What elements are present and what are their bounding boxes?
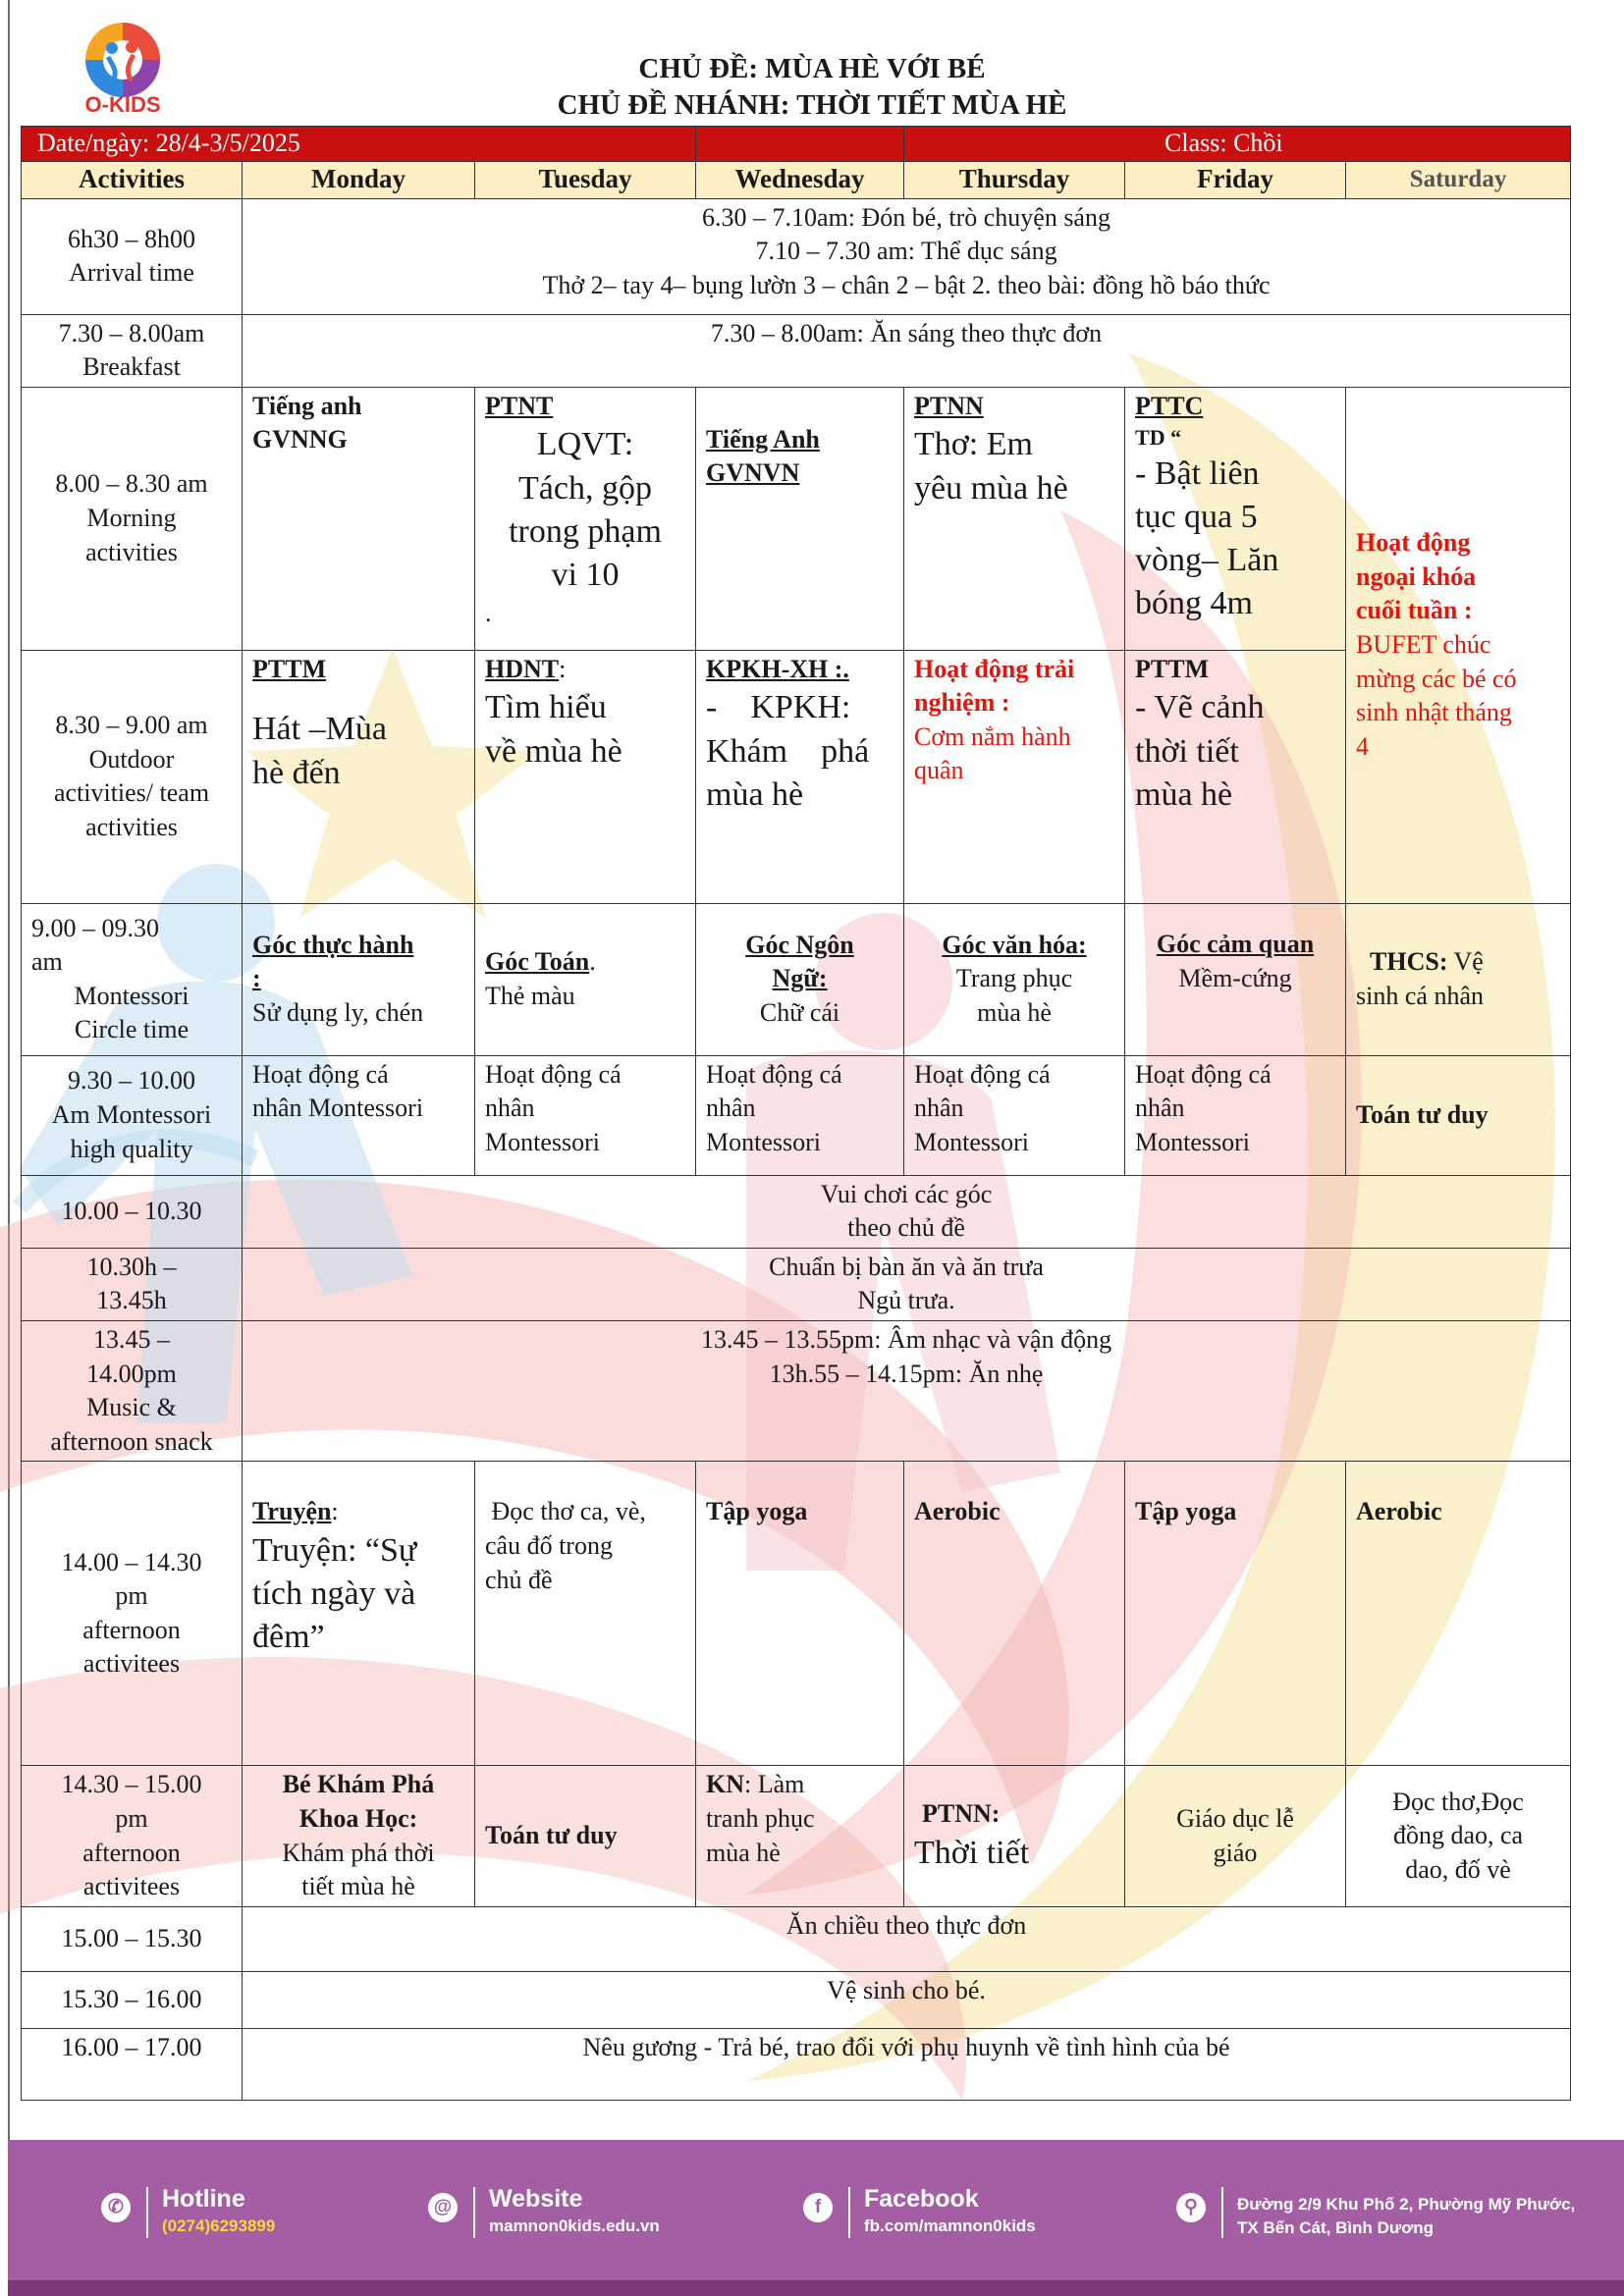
afternoon2-friday xyxy=(1125,1766,1346,1906)
phone-icon: ✆ xyxy=(101,2193,131,2222)
activity-head: Góc văn hóa: xyxy=(942,930,1087,959)
body-line: mùa hè xyxy=(977,998,1052,1028)
time-line: Am Montessori xyxy=(51,1099,212,1129)
time-line: Circle time xyxy=(74,1015,189,1044)
body-line: . xyxy=(485,599,492,628)
body-line: theo chủ đề xyxy=(847,1213,965,1243)
morning-monday xyxy=(243,387,475,650)
afternoon2-saturday xyxy=(1346,1766,1571,1906)
header-thursday: Thursday xyxy=(904,161,1125,198)
head-text: Truyện xyxy=(252,1497,332,1526)
body-line: mùa hè xyxy=(1135,775,1233,813)
activity-head: Tiếng Anh xyxy=(706,424,820,454)
facebook-link[interactable]: fb.com/mamnon0kids xyxy=(864,2216,1036,2235)
time-line: Montessori xyxy=(74,981,189,1010)
body-line: Sử dụng ly, chén xyxy=(252,998,424,1028)
time-afternoon-2 xyxy=(22,1766,243,1906)
activity-head: Bé Khám Phá xyxy=(282,1770,435,1799)
activity-head: PTTM xyxy=(252,654,327,683)
date-class-bar xyxy=(22,127,1571,162)
body-line: yêu mùa hè xyxy=(914,469,1068,507)
arrival-line: 6.30 – 7.10am: Đón bé, trò chuyện sáng xyxy=(702,202,1110,232)
page-title-subtheme: CHỦ ĐỀ NHÁNH: THỜI TIẾT MÙA HÈ xyxy=(557,89,1067,121)
outdoor-friday xyxy=(1125,650,1346,903)
afternoon1-thursday: Aerobic xyxy=(904,1462,1125,1766)
morning-tuesday xyxy=(475,387,696,650)
at-icon: @ xyxy=(428,2193,458,2222)
row-lunch xyxy=(22,1248,1571,1320)
body-line: Trang phục xyxy=(955,964,1073,993)
time-line: Arrival time xyxy=(69,258,194,288)
body-line: Hoạt động cá xyxy=(1135,1059,1272,1089)
body-line: Hát –Mùa xyxy=(252,711,387,748)
morning-friday xyxy=(1125,387,1346,650)
body-line: Thời tiết xyxy=(914,1834,1030,1871)
row-morning xyxy=(22,387,1571,650)
body-line: Montessori xyxy=(706,1127,822,1156)
time-line: activities/ team xyxy=(53,778,210,808)
logo-wordmark: O-KIDS xyxy=(84,92,161,117)
activity-subhead: TD “ xyxy=(1135,425,1182,451)
body-line: Montessori xyxy=(1135,1127,1251,1156)
body-line: Hoạt động cá xyxy=(252,1059,389,1089)
divider xyxy=(1221,2187,1223,2238)
time-afternoon-meal: 15.00 – 15.30 xyxy=(22,1906,243,1971)
circle-thursday xyxy=(904,903,1125,1055)
time-snack xyxy=(22,1321,243,1462)
body-line: Tách, gộp xyxy=(518,469,652,507)
spacer xyxy=(1135,995,1335,1031)
extra-line: cuối tuần : xyxy=(1356,596,1473,625)
extra-line: 4 xyxy=(1356,731,1370,761)
body-line: đồng dao, ca xyxy=(1392,1821,1524,1850)
body-line: hè đến xyxy=(252,754,341,791)
class-name: Class: Chồi xyxy=(904,127,1571,162)
body-line: tục qua 5 xyxy=(1135,498,1258,535)
extra-line: sinh nhật tháng xyxy=(1356,698,1512,727)
afternoon1-saturday: Aerobic xyxy=(1346,1462,1571,1766)
body-line: nhân Montessori xyxy=(252,1094,424,1123)
row-high-quality xyxy=(22,1055,1571,1175)
website-label: Website xyxy=(489,2185,583,2213)
time-lunch xyxy=(22,1248,243,1320)
activity-head: GVNVN xyxy=(706,458,800,488)
activity-head: Khoa Học: xyxy=(298,1803,418,1833)
facebook-icon: f xyxy=(803,2193,833,2222)
activity-head xyxy=(706,1768,893,1802)
time-line: activitees xyxy=(82,1872,181,1901)
weekly-schedule-table xyxy=(21,126,1571,2101)
address-line: TX Bến Cát, Bình Dương xyxy=(1237,2217,1435,2237)
time-line: 14.00pm xyxy=(86,1359,177,1388)
arrival-activities xyxy=(243,198,1571,314)
time-line: afternoon xyxy=(82,1838,181,1867)
extra-line: mừng các bé có xyxy=(1356,664,1517,693)
outdoor-tuesday xyxy=(475,650,696,903)
body-line: Khám phá thời xyxy=(282,1838,435,1867)
time-line: 9.30 – 10.00 xyxy=(68,1066,195,1095)
time-line: activitees xyxy=(82,1649,181,1679)
address-block xyxy=(1176,2185,1608,2244)
divider xyxy=(473,2187,475,2238)
body-line: mùa hè xyxy=(706,1838,781,1867)
body-line: nhân xyxy=(706,1094,756,1123)
head-text: KN xyxy=(706,1770,745,1799)
footer-bottom-stripe xyxy=(8,2280,1624,2296)
time-line: 9.00 – 09.30 xyxy=(31,913,159,942)
header-friday: Friday xyxy=(1125,161,1346,198)
body-line: Cơm nắm hành xyxy=(914,721,1071,751)
time-line: 8.00 – 8.30 am xyxy=(55,469,208,499)
body-line: câu đố trong xyxy=(485,1530,613,1560)
extra-line: ngoại khóa xyxy=(1356,561,1477,591)
website-link[interactable]: mamnon0kids.edu.vn xyxy=(489,2216,660,2235)
row-play-corners xyxy=(22,1175,1571,1248)
hygiene-activity: Vệ sinh cho bé. xyxy=(243,1971,1571,2028)
time-line: high quality xyxy=(70,1134,193,1163)
time-line: afternoon snack xyxy=(50,1426,213,1456)
pickup-activity: Nêu gương - Trả bé, trao đổi với phụ huynh về tình hình của bé xyxy=(243,2028,1571,2100)
row-arrival xyxy=(22,198,1571,314)
body-line: Vui chơi các góc xyxy=(820,1179,993,1208)
body-line: Mềm-cứng xyxy=(1178,963,1292,992)
activity-head: PTNN: xyxy=(922,1799,1001,1829)
time-line: pm xyxy=(115,1803,148,1833)
hotline-block xyxy=(101,2185,356,2244)
body-line: nhân xyxy=(914,1094,964,1123)
body-line: Ngủ trưa. xyxy=(857,1286,955,1315)
highq-tuesday xyxy=(475,1055,696,1175)
time-circle xyxy=(22,903,243,1055)
page-title-theme: CHỦ ĐỀ: MÙA HÈ VỚI BÉ xyxy=(638,53,986,84)
body-line: tiết mùa hè xyxy=(301,1872,415,1901)
date-range: Date/ngày: 28/4-3/5/2025 xyxy=(22,127,696,162)
activity-head: PTTM xyxy=(1135,654,1210,683)
body-line: dao, đố vè xyxy=(1405,1854,1511,1884)
activity-head: KPKH-XH :. xyxy=(706,654,849,683)
head-text: HDNT xyxy=(485,654,560,683)
time-line: 8.30 – 9.00 am xyxy=(55,711,208,740)
activity-head: : xyxy=(252,964,261,993)
morning-thursday xyxy=(904,387,1125,650)
body-line: bóng 4m xyxy=(1135,585,1253,622)
row-circle-time xyxy=(22,903,1571,1055)
activity-head xyxy=(1356,945,1560,980)
arrival-line: 7.10 – 7.30 am: Thể dục sáng xyxy=(755,237,1057,266)
activity-head: GVNNG xyxy=(252,425,348,454)
head-text: THCS: xyxy=(1370,947,1448,977)
time-afternoon-1 xyxy=(22,1462,243,1766)
time-breakfast xyxy=(22,314,243,387)
body-line: tích ngày và xyxy=(252,1575,416,1613)
extra-line: BUFET chúc xyxy=(1356,629,1491,659)
row-afternoon-meal xyxy=(22,1906,1571,1971)
row-afternoon-1 xyxy=(22,1462,1571,1766)
time-line: am xyxy=(31,947,63,977)
time-line: Outdoor xyxy=(88,744,175,774)
circle-monday xyxy=(243,903,475,1055)
body-line: tranh phục xyxy=(706,1803,815,1833)
body-line: quân xyxy=(914,756,964,785)
time-high-quality xyxy=(22,1055,243,1175)
contact-footer xyxy=(8,2140,1624,2280)
afternoon-meal-activity: Ăn chiều theo thực đơn xyxy=(243,1906,1571,1971)
circle-wednesday xyxy=(696,903,904,1055)
time-line: Music & xyxy=(86,1393,177,1422)
time-morning xyxy=(22,387,243,650)
body-line: giáo xyxy=(1213,1838,1258,1867)
facebook-block xyxy=(803,2185,1098,2244)
circle-tuesday xyxy=(475,903,696,1055)
highq-thursday xyxy=(904,1055,1125,1175)
body-line: Đọc thơ ca, vè, xyxy=(485,1497,646,1526)
circle-friday xyxy=(1125,903,1346,1055)
body-line: - Bật liên xyxy=(1135,454,1260,492)
body-line: đêm” xyxy=(252,1619,325,1656)
website-block xyxy=(428,2185,723,2244)
head-dot: . xyxy=(589,947,596,977)
row-pickup xyxy=(22,2028,1571,2100)
body-line: nhân xyxy=(1135,1094,1185,1123)
activity-head: PTNT xyxy=(485,391,554,420)
body-line: Thẻ màu xyxy=(485,981,575,1010)
row-outdoor xyxy=(22,650,1571,903)
body-line: chủ đề xyxy=(485,1565,553,1594)
facebook-label: Facebook xyxy=(864,2185,979,2213)
body-line: - KPKH: xyxy=(706,689,851,726)
time-line: activities xyxy=(85,537,178,566)
activity-head: Góc cảm quan xyxy=(1156,930,1315,959)
time-outdoor xyxy=(22,650,243,903)
activity-body xyxy=(485,423,685,597)
body-line: Đọc thơ,Đọc xyxy=(1392,1787,1524,1816)
body-line: sinh cá nhân xyxy=(1356,981,1484,1010)
divider xyxy=(146,2187,148,2238)
weekday-header-row xyxy=(22,161,1571,198)
head-colon: : xyxy=(559,654,567,683)
header-activities: Activities xyxy=(22,161,243,198)
body-line: vi 10 xyxy=(551,556,620,593)
row-breakfast xyxy=(22,314,1571,387)
head-text: Góc Toán xyxy=(485,947,590,977)
body-line: nhân xyxy=(485,1094,535,1123)
body-line: Thơ: Em xyxy=(914,426,1033,463)
row-afternoon-2 xyxy=(22,1766,1571,1906)
time-line: 13.45h xyxy=(96,1286,167,1315)
highq-friday xyxy=(1125,1055,1346,1175)
time-line: activities xyxy=(85,812,178,841)
header-saturday: Saturday xyxy=(1346,161,1571,198)
header-wednesday: Wednesday xyxy=(696,161,904,198)
corners-activity xyxy=(243,1175,1571,1248)
body-line: Chuẩn bị bàn ăn và ăn trưa xyxy=(769,1252,1044,1281)
snack-activity xyxy=(243,1321,1571,1462)
body-line: trong phạm xyxy=(509,512,662,550)
header-monday: Monday xyxy=(243,161,475,198)
location-pin-icon: ⚲ xyxy=(1176,2193,1206,2222)
body-line: thời tiết xyxy=(1135,732,1239,770)
activity-head: Tiếng anh xyxy=(252,391,362,420)
afternoon2-tuesday: Toán tư duy xyxy=(475,1766,696,1906)
body-line: Chữ cái xyxy=(759,998,840,1028)
circle-saturday xyxy=(1346,903,1571,1055)
row-music-snack xyxy=(22,1321,1571,1462)
morning-wednesday xyxy=(696,387,904,650)
header-tuesday: Tuesday xyxy=(475,161,696,198)
body-line: Tìm hiểu xyxy=(485,689,607,726)
hotline-label: Hotline xyxy=(162,2185,245,2213)
time-line: 14.30 – 15.00 xyxy=(61,1770,202,1799)
breakfast-activity: 7.30 – 8.00am: Ăn sáng theo thực đơn xyxy=(243,314,1571,387)
address-line: Đường 2/9 Khu Phố 2, Phường Mỹ Phước, xyxy=(1237,2195,1576,2214)
time-arrival xyxy=(22,198,243,314)
row-hygiene xyxy=(22,1971,1571,2028)
time-line: Morning xyxy=(86,503,177,532)
body-line: Montessori xyxy=(914,1127,1030,1156)
time-line: 6h30 – 8h00 xyxy=(68,224,195,253)
time-line: afternoon xyxy=(82,1615,181,1644)
time-line: Breakfast xyxy=(82,352,181,382)
head-colon: : xyxy=(331,1497,339,1526)
outdoor-wednesday xyxy=(696,650,904,903)
afternoon1-tuesday xyxy=(475,1462,696,1766)
activity-head xyxy=(252,1495,464,1529)
outdoor-monday xyxy=(243,650,475,903)
saturday-extracurricular xyxy=(1346,387,1571,903)
arrival-line: Thở 2– tay 4– bụng lườn 3 – chân 2 – bật 2. theo bài: đồng hồ báo thức xyxy=(542,270,1271,299)
highq-saturday: Toán tư duy xyxy=(1346,1055,1571,1175)
activity-head: Hoạt động trải xyxy=(914,654,1075,683)
time-line: 14.00 – 14.30 xyxy=(61,1547,202,1576)
date-bar-gap xyxy=(696,127,904,162)
body-line: Hoạt động cá xyxy=(914,1059,1051,1089)
body-line: - Vẽ cảnh xyxy=(1135,689,1265,726)
time-line: pm xyxy=(115,1581,148,1611)
body-text: Vệ xyxy=(1447,947,1484,977)
time-corners: 10.00 – 10.30 xyxy=(22,1175,243,1248)
highq-monday xyxy=(243,1055,475,1175)
lunch-activity xyxy=(243,1248,1571,1320)
body-line: Hoạt động cá xyxy=(485,1059,622,1089)
afternoon2-thursday xyxy=(904,1766,1125,1906)
body-line: LQVT: xyxy=(536,426,634,463)
afternoon1-wednesday: Tập yoga xyxy=(696,1462,904,1766)
body-line: vòng– Lăn xyxy=(1135,541,1279,578)
afternoon2-monday xyxy=(243,1766,475,1906)
activity-head: PTTC xyxy=(1135,391,1204,420)
time-line: 10.30h – xyxy=(86,1252,177,1281)
body-line: Khám phá xyxy=(706,732,870,770)
activity-head: Góc Ngôn xyxy=(745,930,854,959)
activity-head: Góc thực hành xyxy=(252,930,414,959)
body-line: Hoạt động cá xyxy=(706,1059,842,1089)
body-line: về mùa hè xyxy=(485,732,623,770)
body-line: 13.45 – 13.55pm: Âm nhạc và vận động xyxy=(700,1325,1112,1355)
activity-head: Ngữ: xyxy=(772,964,828,993)
afternoon1-monday xyxy=(243,1462,475,1766)
spacer xyxy=(706,390,893,423)
body-line: Truyện: “Sự xyxy=(252,1531,417,1569)
activity-head: PTNN xyxy=(914,391,984,420)
activity-head: nghiệm : xyxy=(914,688,1010,718)
afternoon1-friday: Tập yoga xyxy=(1125,1462,1346,1766)
outdoor-thursday xyxy=(904,650,1125,903)
body-line: mùa hè xyxy=(706,775,804,813)
head-colon: : Làm xyxy=(744,1770,805,1799)
activity-head xyxy=(485,653,685,687)
highq-wednesday xyxy=(696,1055,904,1175)
time-line: 13.45 – xyxy=(93,1325,170,1355)
address-text xyxy=(1237,2193,1575,2240)
activity-head xyxy=(485,945,685,980)
time-hygiene: 15.30 – 16.00 xyxy=(22,1971,243,2028)
divider xyxy=(848,2187,850,2238)
extra-line: Hoạt động xyxy=(1356,528,1471,558)
time-line: 7.30 – 8.00am xyxy=(58,318,205,347)
afternoon2-wednesday xyxy=(696,1766,904,1906)
spacer xyxy=(252,686,464,708)
body-line: 13h.55 – 14.15pm: Ăn nhẹ xyxy=(769,1359,1044,1388)
body-line: Montessori xyxy=(485,1127,600,1156)
hotline-number[interactable]: (0274)6293899 xyxy=(162,2216,276,2235)
body-line: Giáo dục lễ xyxy=(1176,1803,1294,1833)
time-pickup: 16.00 – 17.00 xyxy=(22,2028,243,2100)
